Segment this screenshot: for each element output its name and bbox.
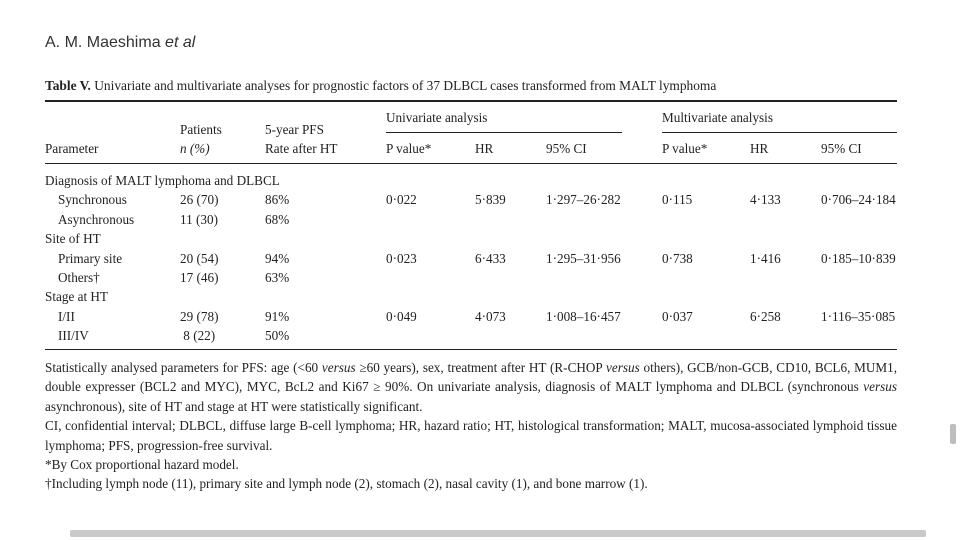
cell-multi-hr: 4·133: [750, 192, 781, 208]
cell-uni-hr: 5·839: [475, 192, 506, 208]
cell-uni-ci: 1·008–16·457: [546, 308, 621, 324]
cell-multi-p: 0·738: [662, 250, 693, 266]
author-etal: et al: [165, 34, 196, 51]
header-bottom-rule: [45, 163, 897, 164]
table-label: Table V.: [45, 78, 91, 93]
col-multi-p: P value*: [662, 141, 708, 156]
footnote-abbreviations: CI, confidential interval; DLBCL, diffuse large B-cell lymphoma; HR, hazard ratio; HT, histological transformation; MALT, mucosa-associated lymphoid tissue lymphoma; PFS, progression-free survival.: [45, 418, 897, 453]
cell-uni-p: 0·049: [386, 308, 417, 324]
table-bottom-rule: [45, 349, 897, 350]
row-parameter: I/II: [58, 308, 75, 324]
cell-patients: 20 (54): [180, 250, 219, 266]
col-multi-ci: 95% CI: [821, 141, 862, 156]
univariate-underline: [386, 132, 622, 133]
cell-multi-hr: 6·258: [750, 308, 781, 324]
cell-patients: 26 (70): [180, 192, 219, 208]
cell-patients: 8 (22): [180, 328, 216, 344]
univariate-group-header: Univariate analysis: [386, 110, 488, 125]
col-multi-hr: HR: [750, 141, 769, 156]
footnote-asterisk: *By Cox proportional hazard model.: [45, 457, 239, 473]
row-group-heading: Site of HT: [45, 231, 101, 247]
horizontal-scrollbar[interactable]: [70, 530, 926, 537]
cell-multi-p: 0·037: [662, 308, 693, 324]
author-name: A. M. Maeshima: [45, 34, 161, 51]
cell-uni-ci: 1·295–31·956: [546, 250, 621, 266]
cell-uni-p: 0·022: [386, 192, 417, 208]
vertical-scrollbar[interactable]: [950, 424, 956, 444]
running-header-author: [45, 34, 195, 52]
row-group-heading: Diagnosis of MALT lymphoma and DLBCL: [45, 173, 280, 188]
cell-multi-ci: 0·185–10·839: [821, 250, 896, 266]
footnote-statistics: Statistically analysed parameters for PFS: age (<60 versus ≥60 years), sex, treatment after HT (R-CHOP versus others), GCB/non-GCB, CD10, BCL6, MUM1, double expresser (BCL2 and MYC), MYC, BcL2 and Ki67 ≥ 90%. On univariate analysis, diagnosis of MALT lymphoma and DLBCL (synchronous versus asynchronous), site of HT and stage at HT were statistically significant.: [45, 360, 898, 414]
cell-uni-hr: 6·433: [475, 250, 506, 266]
col-uni-hr: HR: [475, 141, 494, 156]
cell-patients: 29 (78): [180, 308, 219, 324]
col-uni-p: P value*: [386, 141, 432, 156]
col-parameter: Parameter: [45, 141, 99, 156]
cell-multi-ci: 1·116–35·085: [821, 308, 896, 324]
cell-uni-p: 0·023: [386, 250, 417, 266]
row-parameter: Synchronous: [58, 192, 127, 208]
row-group-heading: Stage at HT: [45, 289, 108, 305]
col-patients-bottom: n (%): [180, 141, 210, 156]
col-patients-top: Patients: [180, 122, 222, 137]
cell-patients: 17 (46): [180, 270, 219, 285]
cell-pfs: 94%: [265, 250, 290, 266]
cell-multi-hr: 1·416: [750, 250, 781, 266]
cell-uni-hr: 4·073: [475, 308, 506, 324]
table-top-rule: [45, 100, 897, 102]
col-pfs-bottom: Rate after HT: [265, 141, 338, 156]
row-parameter: III/IV: [58, 328, 89, 344]
col-pfs-top: 5-year PFS: [265, 122, 324, 137]
multivariate-underline: [662, 132, 897, 133]
cell-pfs: 50%: [265, 328, 290, 344]
cell-pfs: 63%: [265, 270, 290, 285]
col-uni-ci: 95% CI: [546, 141, 587, 156]
footnote-dagger: †Including lymph node (11), primary site and lymph node (2), stomach (2), nasal cavity (1), and bone marrow (1).: [45, 476, 648, 492]
multivariate-group-header: Multivariate analysis: [662, 110, 773, 125]
table-title: Univariate and multivariate analyses for prognostic factors of 37 DLBCL cases transformed from MALT lymphoma: [94, 78, 717, 93]
cell-patients: 11 (30): [180, 211, 218, 227]
row-parameter: Primary site: [58, 250, 123, 266]
cell-pfs: 86%: [265, 192, 290, 208]
footnotes: [45, 358, 897, 494]
cell-multi-ci: 0·706–24·184: [821, 192, 896, 208]
row-parameter: Others†: [58, 270, 100, 285]
table-caption: [45, 78, 716, 94]
cell-pfs: 91%: [265, 308, 290, 324]
cell-pfs: 68%: [265, 211, 290, 227]
cell-multi-p: 0·115: [662, 192, 693, 208]
cell-uni-ci: 1·297–26·282: [546, 192, 621, 208]
row-parameter: Asynchronous: [58, 211, 135, 227]
